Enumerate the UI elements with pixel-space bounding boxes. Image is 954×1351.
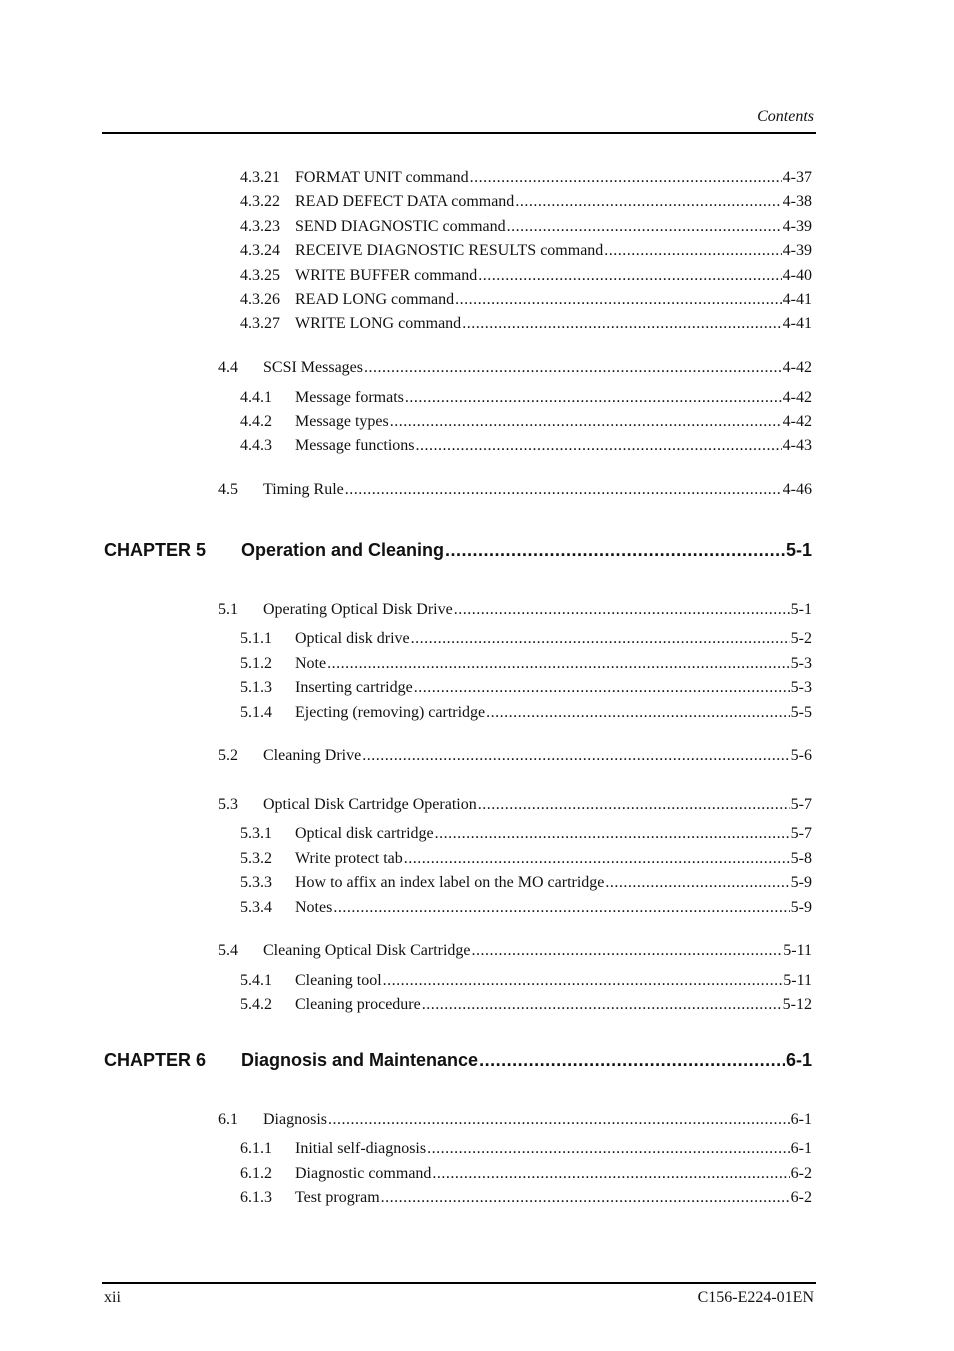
- toc-number: 5.3.1: [240, 825, 272, 842]
- toc-number: 4.3.21: [240, 169, 280, 186]
- dot-leader: [345, 480, 782, 500]
- toc-entry-5-2[interactable]: [218, 746, 812, 766]
- toc-number: 4.3.24: [240, 242, 280, 259]
- dot-leader: [411, 629, 790, 649]
- toc-title: WRITE BUFFER command: [295, 267, 478, 284]
- toc-page: 5-3: [790, 655, 812, 672]
- toc-title: How to affix an index label on the MO cartridge: [295, 874, 605, 891]
- toc-number: 5.2: [218, 747, 238, 764]
- toc-number: 5.1.2: [240, 655, 272, 672]
- toc-entry-5-1-3[interactable]: [240, 678, 812, 698]
- dot-leader: [362, 746, 789, 766]
- toc-number: 4.4.1: [240, 389, 272, 406]
- toc-page: 5-12: [782, 996, 812, 1013]
- toc-entry-4-4-3[interactable]: [240, 436, 812, 456]
- running-header-title: Contents: [757, 108, 814, 125]
- toc-title: Diagnosis: [263, 1111, 327, 1128]
- toc-entry-4-3-27[interactable]: [240, 314, 812, 334]
- toc-number: 4.3.22: [240, 193, 280, 210]
- toc-entry-6-1-1[interactable]: [240, 1139, 812, 1159]
- toc-page: 5-5: [790, 704, 812, 721]
- toc-number: 4.3.26: [240, 291, 280, 308]
- toc-title: Inserting cartridge: [295, 679, 413, 696]
- dot-leader: [479, 1049, 785, 1071]
- toc-title: Message types: [295, 413, 389, 430]
- toc-entry-4-4[interactable]: [218, 358, 812, 378]
- toc-page: 4-46: [782, 481, 812, 498]
- toc-page: 4-41: [782, 315, 812, 332]
- toc-chapter-6[interactable]: [104, 1049, 812, 1071]
- dot-leader: [416, 436, 782, 456]
- toc-page: 4-42: [782, 389, 812, 406]
- toc-page: 4-40: [782, 267, 812, 284]
- toc-number: 5.1.4: [240, 704, 272, 721]
- toc-title: Timing Rule: [263, 481, 344, 498]
- toc-page: 4-39: [782, 242, 812, 259]
- toc-page: 5-9: [790, 899, 812, 916]
- toc-number: 5.1.3: [240, 679, 272, 696]
- dot-leader: [454, 600, 790, 620]
- toc-title: Optical disk cartridge: [295, 825, 434, 842]
- toc-entry-5-3-1[interactable]: [240, 824, 812, 844]
- toc-number: 4.3.23: [240, 218, 280, 235]
- dot-leader: [472, 941, 783, 961]
- dot-leader: [515, 192, 781, 212]
- toc-number: 5.4.1: [240, 972, 272, 989]
- dot-leader: [327, 654, 790, 674]
- toc-page: 6-2: [790, 1165, 812, 1182]
- toc-number: 4.4: [218, 359, 238, 376]
- toc-entry-5-3-2[interactable]: [240, 849, 812, 869]
- toc-title: SCSI Messages: [263, 359, 364, 376]
- toc-title: RECEIVE DIAGNOSTIC RESULTS command: [295, 242, 604, 259]
- toc-entry-5-3-3[interactable]: [240, 873, 812, 893]
- toc-page: 5-7: [790, 796, 812, 813]
- toc-page: 6-1: [790, 1140, 812, 1157]
- toc-entry-4-3-22[interactable]: [240, 192, 812, 212]
- toc-page: 4-38: [782, 193, 812, 210]
- dot-leader: [405, 388, 782, 408]
- toc-title: READ LONG command: [295, 291, 455, 308]
- toc-title: Diagnostic command: [295, 1165, 432, 1182]
- toc-page: 5-1: [790, 601, 812, 618]
- dot-leader: [470, 168, 782, 188]
- toc-entry-4-5[interactable]: [218, 480, 812, 500]
- toc-entry-4-3-21[interactable]: [240, 168, 812, 188]
- toc-page: 4-39: [782, 218, 812, 235]
- toc-entry-5-1-2[interactable]: [240, 654, 812, 674]
- toc-entry-4-3-25[interactable]: [240, 266, 812, 286]
- toc-title: Notes: [295, 899, 333, 916]
- toc-entry-5-1-4[interactable]: [240, 703, 812, 723]
- toc-number: 4.4.2: [240, 413, 272, 430]
- dot-leader: [404, 849, 790, 869]
- toc-page: 4-43: [782, 437, 812, 454]
- toc-page: 6-1: [790, 1111, 812, 1128]
- dot-leader: [383, 971, 783, 991]
- dot-leader: [432, 1164, 789, 1184]
- dot-leader: [435, 824, 790, 844]
- toc-number: 4.5: [218, 481, 238, 498]
- toc-number: 6.1.1: [240, 1140, 272, 1157]
- toc-page: 5-9: [790, 874, 812, 891]
- dot-leader: [605, 873, 789, 893]
- toc-number: 5.3.2: [240, 850, 272, 867]
- dot-leader: [381, 1188, 790, 1208]
- toc-entry-6-1[interactable]: [218, 1110, 812, 1130]
- toc-title: Write protect tab: [295, 850, 403, 867]
- toc-title: WRITE LONG command: [295, 315, 462, 332]
- dot-leader: [478, 266, 781, 286]
- toc-title: Cleaning Drive: [263, 747, 362, 764]
- dot-leader: [445, 539, 785, 561]
- dot-leader: [462, 314, 781, 334]
- dot-leader: [427, 1139, 790, 1159]
- toc-page: 5-2: [790, 630, 812, 647]
- toc-entry-5-4[interactable]: [218, 941, 812, 961]
- toc-number: 5.3.3: [240, 874, 272, 891]
- toc-entry-4-4-1[interactable]: [240, 388, 812, 408]
- chapter-title: Diagnosis and Maintenance: [241, 1050, 479, 1070]
- chapter-number: CHAPTER 5: [104, 540, 207, 560]
- toc-number: 6.1: [218, 1111, 238, 1128]
- dot-leader: [333, 898, 789, 918]
- toc-number: 6.1.3: [240, 1189, 272, 1206]
- toc-entry-5-4-1[interactable]: [240, 971, 812, 991]
- toc-page: 6-2: [790, 1189, 812, 1206]
- toc-title: Ejecting (removing) cartridge: [295, 704, 486, 721]
- toc-page: 5-1: [785, 540, 812, 560]
- toc-page: 5-11: [783, 942, 812, 959]
- toc-entry-5-4-2[interactable]: [240, 995, 812, 1015]
- toc-number: 4.4.3: [240, 437, 272, 454]
- toc-number: 5.4: [218, 942, 238, 959]
- toc-title: Message formats: [295, 389, 404, 406]
- toc-page: 5-11: [783, 972, 812, 989]
- toc-number: 6.1.2: [240, 1165, 272, 1182]
- toc-title: Cleaning Optical Disk Cartridge: [263, 942, 471, 959]
- dot-leader: [364, 358, 782, 378]
- toc-page: 5-7: [790, 825, 812, 842]
- toc-entry-5-3[interactable]: [218, 795, 812, 815]
- toc-title: Cleaning procedure: [295, 996, 421, 1013]
- toc-number: 5.3: [218, 796, 238, 813]
- dot-leader: [455, 290, 782, 310]
- toc-number: 5.1.1: [240, 630, 272, 647]
- document-code: C156-E224-01EN: [697, 1289, 814, 1306]
- dot-leader: [478, 795, 790, 815]
- header-rule: [102, 132, 816, 134]
- toc-title: FORMAT UNIT command: [295, 169, 469, 186]
- toc-number: 4.3.27: [240, 315, 280, 332]
- toc-title: Optical disk drive: [295, 630, 410, 647]
- chapter-number: CHAPTER 6: [104, 1050, 207, 1070]
- toc-page: 4-42: [782, 413, 812, 430]
- toc-title: Test program: [295, 1189, 380, 1206]
- toc-entry-4-3-24[interactable]: [240, 241, 812, 261]
- toc-page: 5-8: [790, 850, 812, 867]
- toc-entry-4-4-2[interactable]: [240, 412, 812, 432]
- dot-leader: [422, 995, 782, 1015]
- toc-page: 5-3: [790, 679, 812, 696]
- toc-page: 4-41: [782, 291, 812, 308]
- toc-page: 6-1: [785, 1050, 812, 1070]
- footer-rule: [102, 1282, 816, 1284]
- toc-number: 5.1: [218, 601, 238, 618]
- toc-number: 5.3.4: [240, 899, 272, 916]
- toc-title: READ DEFECT DATA command: [295, 193, 515, 210]
- toc-title: Initial self-diagnosis: [295, 1140, 427, 1157]
- toc-entry-4-3-23[interactable]: [240, 217, 812, 237]
- toc-title: Operating Optical Disk Drive: [263, 601, 453, 618]
- toc-page: 4-37: [782, 169, 812, 186]
- toc-page: 4-42: [782, 359, 812, 376]
- toc-title: SEND DIAGNOSTIC command: [295, 218, 506, 235]
- toc-title: Note: [295, 655, 327, 672]
- toc-entry-5-1[interactable]: [218, 600, 812, 620]
- toc-chapter-5[interactable]: [104, 539, 812, 561]
- toc-entry-6-1-2[interactable]: [240, 1164, 812, 1184]
- toc-title: Message functions: [295, 437, 415, 454]
- dot-leader: [604, 241, 781, 261]
- dot-leader: [414, 678, 790, 698]
- dot-leader: [328, 1110, 790, 1130]
- toc-number: 5.4.2: [240, 996, 272, 1013]
- toc-number: 4.3.25: [240, 267, 280, 284]
- toc-entry-4-3-26[interactable]: [240, 290, 812, 310]
- toc-page: 5-6: [790, 747, 812, 764]
- toc-entry-6-1-3[interactable]: [240, 1188, 812, 1208]
- page-number: xii: [104, 1289, 121, 1306]
- toc-title: Optical Disk Cartridge Operation: [263, 796, 477, 813]
- dot-leader: [507, 217, 782, 237]
- dot-leader: [390, 412, 782, 432]
- chapter-title: Operation and Cleaning: [241, 540, 445, 560]
- toc-entry-5-1-1[interactable]: [240, 629, 812, 649]
- toc-entry-5-3-4[interactable]: [240, 898, 812, 918]
- dot-leader: [486, 703, 790, 723]
- toc-title: Cleaning tool: [295, 972, 382, 989]
